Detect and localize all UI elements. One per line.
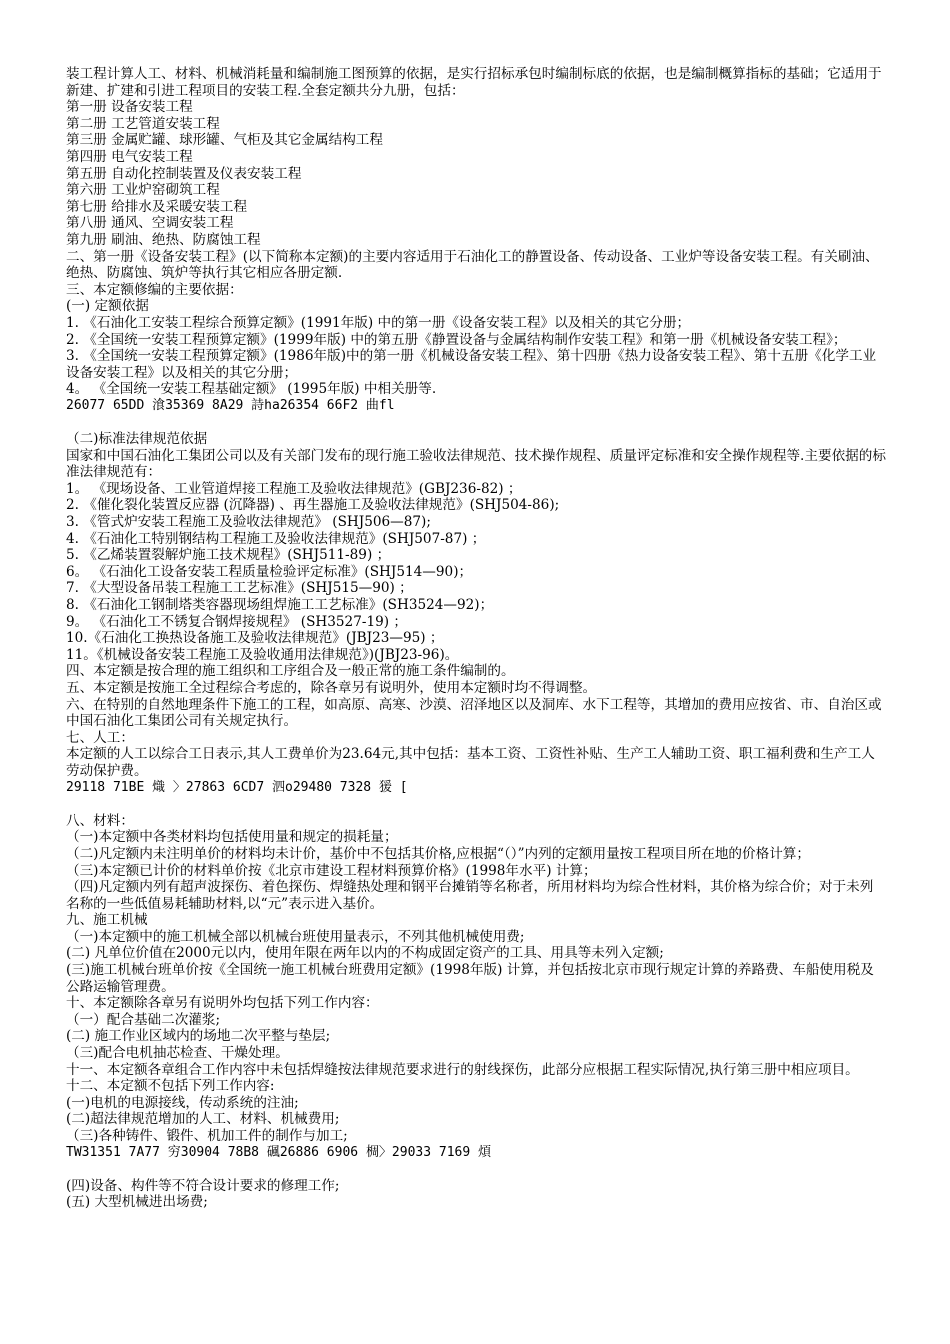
text-line: 十二、本定额不包括下列工作内容: (66, 1078, 275, 1095)
text-line: 七、人工： (66, 729, 134, 746)
text-line: 装工程计算人工、材料、机械消耗量和编制施工图预算的依据，是实行招标承包时编制标底的依据，也是编制概算指标的基础；它适用于新建、扩建和引进工程项目的安装工程.全套定额共分九册，包括： (66, 66, 882, 99)
text-line: (一)电机的电源接线，传动系统的注油; (66, 1094, 299, 1111)
text-line: 6。 《石油化工设备安装工程质量检验评定标准》(SHJ514—90)； (66, 563, 473, 580)
blank-line (66, 796, 886, 813)
text-line: (五) 大型机械进出场费; (66, 1194, 208, 1211)
text-line: 六、在特别的自然地理条件下施工的工程，如高原、高寒、沙漠、沼泽地区以及洞库、水下工程等，其增加的费用应按省、市、自治区或中国石油化工集团公司有关规定执行。 (66, 696, 882, 730)
text-line: (二) 凡单位价值在2000元以内，使用年限在两年以内的不构成固定资产的工具、用具等未列入定额; (66, 945, 664, 962)
encoded-text-line: TW31351 7A77 穷30904 78B8 碸26886 6906 椆〉29033 7169 煩 (66, 1144, 492, 1160)
text-line: （二)标准法律规范依据 (66, 431, 208, 448)
text-line: 2. 《全国统一安装工程预算定额》(1999年版) 中的第五册《静置设备与金属结构制作安装工程》和第一册《机械设备安装工程》； (66, 331, 847, 348)
document-page (66, 66, 886, 1211)
text-line: 二、第一册《设备安装工程》(以下简称本定额)的主要内容适用于石油化工的静置设备、传动设备、工业炉等设备安装工程。有关刷油、绝热、防腐蚀、筑炉等执行其它相应各册定额. (66, 248, 879, 282)
text-line: （三)各种铸件、锻件、机加工件的制作与加工; (66, 1128, 348, 1144)
text-line: 四、本定额是按合理的施工组织和工序组合及一般正常的施工条件编制的。 (66, 663, 515, 680)
text-line: 三、本定额修编的主要依据： (66, 281, 243, 298)
encoded-text-line: 29118 71BE 熾 〉27863 6CD7 泗o29480 7328 猨 [ (66, 779, 408, 795)
text-line: 4。 《全国统一安装工程基础定额》 (1995年版) 中相关册等. (66, 381, 437, 398)
blank-line (66, 1161, 886, 1178)
text-line: 第一册 设备安装工程 (66, 99, 193, 116)
text-line: (二) 施工作业区域内的场地二次平整与垫层; (66, 1028, 331, 1045)
text-line: 5. 《乙烯装置裂解炉施工技术规程》(SHJ511-89) ； (66, 547, 391, 564)
text-line: 十一、本定额各章组合工作内容中未包括焊缝按法律规范要求进行的射线探伤，此部分应根据工程实际情况,执行第三册中相应项目。 (66, 1061, 859, 1078)
text-line: 十、本定额除各章另有说明外均包括下列工作内容： (66, 995, 379, 1012)
text-line: (四)设备、构件等不符合设计要求的修理工作; (66, 1177, 340, 1194)
text-line: 10.《石油化工换热设备施工及验收法律规范》(JBJ23—95) ； (66, 630, 444, 647)
text-line: 第四册 电气安装工程 (66, 148, 193, 165)
text-line: （一）配合基础二次灌浆; (66, 1011, 221, 1028)
text-line: 本定额的人工以综合工日表示,其人工费单价为23.64元,其中包括：基本工资、工资性补贴、生产工人辅助工资、职工福利费和生产工人劳动保护费。 (66, 746, 875, 779)
text-line: 9。 《石油化工不锈复合钢焊接规程》 (SH3527-19) ； (66, 613, 407, 630)
text-line: 第七册 给排水及采暖安装工程 (66, 198, 248, 215)
text-line: 八、材料： (66, 812, 134, 829)
text-line: 7. 《大型设备吊装工程施工工艺标准》(SHJ515—90) ； (66, 580, 413, 597)
text-line: 第九册 刷油、绝热、防腐蚀工程 (66, 231, 261, 248)
text-line: 1. 《石油化工安装工程综合预算定额》(1991年版) 中的第一册《设备安装工程》以及相关的其它分册； (66, 314, 691, 331)
text-line: 8. 《石油化工钢制塔类容器现场组焊施工工艺标准》(SH3524—92)； (66, 597, 494, 613)
text-line: 第二册 工艺管道安装工程 (66, 115, 220, 132)
text-line: (一) 定额依据 (66, 298, 149, 315)
text-line: 2. 《催化裂化装置反应器 (沉降器) 、再生器施工及验收法律规范》(SHJ504-86); (66, 497, 560, 514)
text-line: （一)本定额中的施工机械全部以机械台班使用量表示，不列其他机械使用费; (66, 928, 525, 945)
text-line: 4. 《石油化工特别钢结构工程施工及验收法律规范》(SHJ507-87) ； (66, 530, 486, 547)
text-line: 第五册 自动化控制装置及仪表安装工程 (66, 165, 302, 182)
text-line: （二)凡定额内未注明单价的材料均未计价，基价中不包括其价格,应根据“（）”内列的定额用量按工程项目所在地的价格计算； (66, 845, 810, 862)
text-line: 第六册 工业炉窑砌筑工程 (66, 182, 220, 199)
text-line: 3. 《管式炉安装工程施工及验收法律规范》 (SHJ506—87); (66, 514, 431, 531)
text-line: （一)本定额中各类材料均包括使用量和规定的损耗量； (66, 829, 398, 846)
text-line: （四)凡定额内列有超声波探伤、着色探伤、焊缝热处理和钢平台摊销等名称者，所用材料均为综合性材料，其价格为综合价；对于未列名称的一些低值易耗辅助材料,以“元”表示进入基价。 (66, 879, 874, 912)
encoded-text-line: 26077 65DD 湌35369 8A29 詩ha26354 66F2 曲fl (66, 397, 395, 413)
text-line: 第三册 金属贮罐、球形罐、气柜及其它金属结构工程 (66, 132, 383, 149)
blank-line (66, 414, 886, 431)
text-line: 九、施工机械 (66, 912, 148, 929)
text-line: 国家和中国石油化工集团公司以及有关部门发布的现行施工验收法律规范、技术操作规程、质量评定标准和安全操作规程等.主要依据的标准法律规范有： (66, 447, 886, 481)
text-line: 五、本定额是按施工全过程综合考虑的，除各章另有说明外，使用本定额时均不得调整。 (66, 679, 597, 696)
text-line: (二)超法律规范增加的人工、材料、机械费用; (66, 1111, 340, 1128)
text-line: 3. 《全国统一安装工程预算定额》(1986年版)中的第一册《机械设备安装工程》、第十四册《热力设备安装工程》、第十五册《化学工业设备安装工程》以及相关的其它分册； (66, 348, 877, 381)
text-line: （三)本定额已计价的材料单价按《北京市建设工程材料预算价格》(1998年水平) 计算； (66, 862, 597, 879)
text-line: （三)配合电机抽芯检查、干燥处理。 (66, 1045, 289, 1062)
text-line: (三)施工机械台班单价按《全国统一施工机械台班费用定额》(1998年版) 计算，并包括按北京市现行规定计算的养路费、车船使用税及公路运输管理费。 (66, 962, 874, 995)
text-line: 11。《机械设备安装工程施工及验收通用法律规范》)(JBJ23-96)。 (66, 646, 459, 663)
text-line: 第八册 通风、空调安装工程 (66, 215, 234, 232)
text-line: 1。 《现场设备、工业管道焊接工程施工及验收法律规范》(GBJ236-82) ； (66, 480, 522, 497)
